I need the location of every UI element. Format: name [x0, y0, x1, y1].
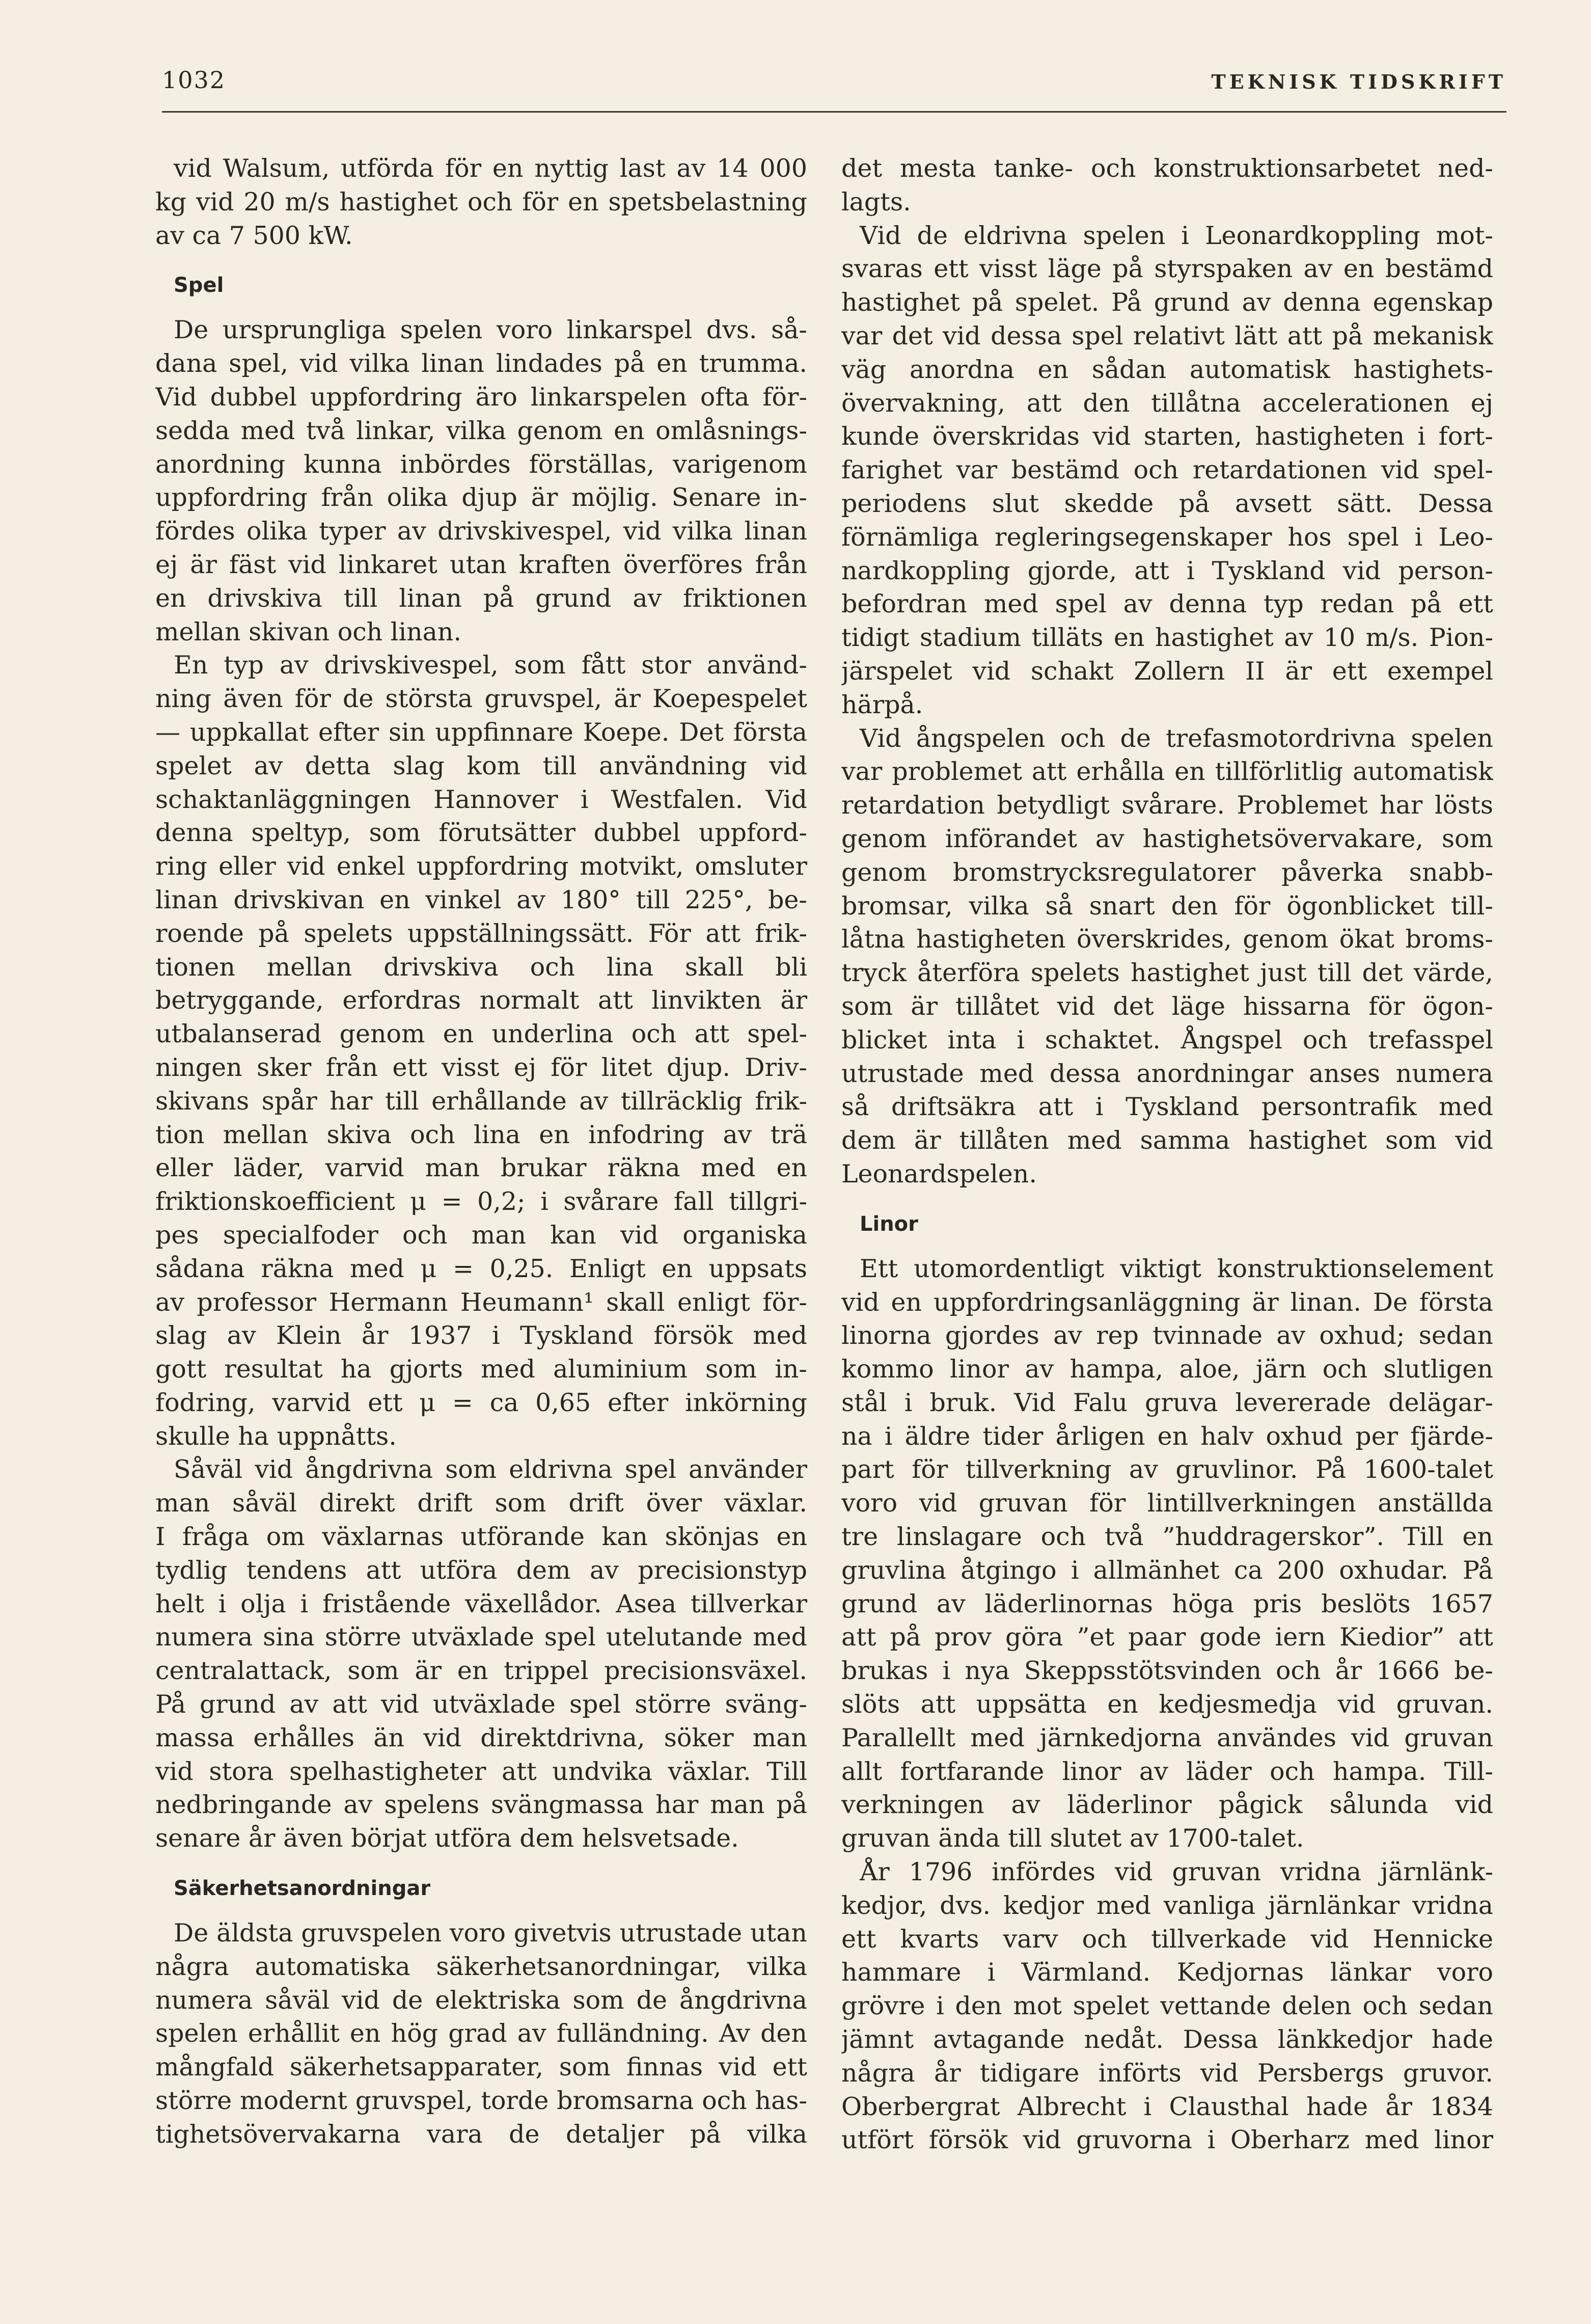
- text-line: lagts.: [841, 187, 911, 217]
- text-line: spelet av detta slag kom till användning vid: [155, 751, 807, 780]
- text-line: periodens slut skedde på avsett sätt. Dessa: [841, 489, 1493, 518]
- text-line: schaktanläggningen Hannover i Westfalen. Vid: [155, 785, 807, 814]
- text-line: genom införandet av hastighetsövervakare, som: [841, 824, 1493, 853]
- text-line: väg anordna en sådan automatisk hastighets-: [841, 355, 1493, 384]
- text-line: På grund av att vid utväxlade spel större sväng-: [155, 1690, 807, 1719]
- text-line: Vid ångspelen och de trefasmotordrivna spelen: [860, 723, 1493, 753]
- text-line: ning även för de största gruvspel, är Koepespelet: [155, 684, 807, 714]
- text-line: spelen erhållit en hög grad av fulländning. Av den: [155, 2019, 807, 2048]
- text-line: Leonardspelen.: [841, 1159, 1037, 1188]
- text-line: förnämliga regleringsegenskaper hos spel i Leo-: [841, 522, 1493, 552]
- text-line: vid stora spelhastigheter att undvika växlar. Till: [155, 1756, 807, 1786]
- text-line: tighetsövervakarna vara de detaljer på vilka: [155, 2119, 807, 2149]
- text-line: svaras ett visst läge på styrspaken av en bestämd: [841, 254, 1493, 284]
- text-line: så driftsäkra att i Tyskland persontrafik med: [841, 1092, 1493, 1122]
- text-line: sedda med två linkar, vilka genom en omlåsnings-: [155, 416, 807, 445]
- text-line: I fråga om växlarnas utförande kan skönjas en: [155, 1522, 807, 1552]
- text-line: det mesta tanke- och konstruktionsarbetet ned-: [841, 154, 1493, 183]
- text-line: utbalanserad genom en underlina och att spel-: [155, 1019, 807, 1049]
- text-line: utrustade med dessa anordningar anses numera: [841, 1059, 1493, 1088]
- text-line: senare år även börjat utföra dem helsvetsade.: [155, 1824, 739, 1853]
- text-line: större modernt gruvspel, torde bromsarna och has-: [155, 2086, 807, 2116]
- text-line: helt i olja i fristående växellådor. Asea tillverkar: [155, 1589, 807, 1618]
- text-line: denna speltyp, som förutsätter dubbel uppford-: [155, 818, 807, 848]
- text-line: utfört försök vid gruvorna i Oberharz med linor: [841, 2125, 1493, 2155]
- section-heading: Linor: [860, 1212, 918, 1236]
- text-line: järspelet vid schakt Zollern II är ett exempel: [841, 656, 1493, 686]
- text-line: massa erhålles än vid direktdrivna, söker man: [155, 1723, 807, 1752]
- text-line: grund av läderlinornas höga pris beslöts 1657: [841, 1589, 1493, 1618]
- text-line: härpå.: [841, 690, 923, 719]
- text-line: genom bromstrycksregulatorer påverka snabb-: [841, 857, 1493, 887]
- header-rule: [162, 111, 1506, 113]
- section-heading: Säkerhetsanordningar: [174, 1877, 431, 1901]
- text-line: tionen mellan drivskiva och lina skall bli: [155, 952, 807, 982]
- text-line: sådana räkna med μ = 0,25. Enligt en uppsats: [155, 1254, 807, 1283]
- text-line: mångfald säkerhetsapparater, som finnas vid ett: [155, 2052, 807, 2082]
- text-line: blicket inta i schaktet. Ångspel och trefasspel: [841, 1025, 1493, 1055]
- text-line: part för tillverkning av gruvlinor. På 1600-talet: [841, 1455, 1493, 1484]
- text-line: gruvlina åtgingo i allmänhet ca 200 oxhudar. På: [841, 1555, 1493, 1585]
- text-line: några automatiska säkerhetsanordningar, vilka: [155, 1952, 807, 1981]
- text-line: gott resultat ha gjorts med aluminium som in-: [155, 1355, 807, 1384]
- text-line: en drivskiva till linan på grund av friktionen: [155, 583, 807, 613]
- text-line: ring eller vid enkel uppfordring motvikt, omsluter: [155, 852, 807, 881]
- text-line: År 1796 infördes vid gruvan vridna järnlänk-: [860, 1857, 1493, 1887]
- text-line: betryggande, erfordras normalt att linvikten är: [155, 986, 807, 1015]
- text-line: låtna hastigheten överskrides, genom ökat broms-: [841, 925, 1493, 954]
- text-line: linorna gjordes av rep tvinnade av oxhud; sedan: [841, 1321, 1493, 1350]
- text-line: kommo linor av hampa, aloe, järn och slutligen: [841, 1355, 1493, 1384]
- text-line: uppfordring från olika djup är möjlig. Senare in-: [155, 483, 807, 512]
- text-line: skulle ha uppnåtts.: [155, 1421, 397, 1451]
- paragraph: [155, 313, 807, 648]
- text-line: bromsar, vilka så snart den för ögonblicket till-: [841, 891, 1493, 921]
- text-line: allt fortfarande linor av läder och hampa. Till-: [841, 1756, 1493, 1786]
- text-line: De ursprungliga spelen voro linkarspel dvs. så-: [174, 315, 807, 345]
- page-number: 1032: [162, 66, 226, 94]
- paragraph: [841, 152, 1493, 219]
- text-line: stål i bruk. Vid Falu gruva levererade delägar-: [841, 1388, 1493, 1417]
- text-line: nedbringande av spelens svängmassa har man på: [155, 1790, 807, 1820]
- text-line: befordran med spel av denna typ redan på ett: [841, 589, 1493, 619]
- text-line: na i äldre tider årligen en halv oxhud per fjärde-: [841, 1421, 1493, 1451]
- section-heading: Spel: [174, 274, 224, 298]
- text-line: kedjor, dvs. kedjor med vanliga järnlänkar vridna: [841, 1890, 1493, 1920]
- text-line: grövre i den mot spelet vettande delen och sedan: [841, 1991, 1493, 2021]
- text-line: tion mellan skiva och lina en infodring av trä: [155, 1120, 807, 1149]
- text-line: fodring, varvid ett μ = ca 0,65 efter inkörning: [155, 1388, 807, 1417]
- paragraph: [155, 1916, 807, 2151]
- text-line: hammare i Värmland. Kedjornas länkar voro: [841, 1958, 1493, 1987]
- text-line: — uppkallat efter sin uppfinnare Koepe. Det första: [155, 717, 807, 747]
- text-line: numera såväl vid de elektriska som de ångdrivna: [155, 1985, 807, 2015]
- text-line: gruvan ända till slutet av 1700-talet.: [841, 1824, 1304, 1853]
- text-line: verkningen av läderlinor pågick sålunda vid: [841, 1790, 1493, 1820]
- text-line: voro vid gruvan för lintillverkningen anställda: [841, 1489, 1493, 1518]
- text-line: tydlig tendens att utföra dem av precisionstyp: [155, 1555, 807, 1585]
- text-line: roende på spelets uppställningssätt. För att frik-: [155, 918, 807, 948]
- paragraph: [155, 1453, 807, 1855]
- journal-name: TEKNISK TIDSKRIFT: [1211, 70, 1506, 93]
- text-line: Vid dubbel uppfordring äro linkarspelen ofta för-: [155, 382, 807, 412]
- right-column: [841, 152, 1493, 2157]
- text-line: dana spel, vid vilka linan lindades på en trumma.: [155, 349, 807, 379]
- paragraph: [841, 1252, 1493, 1855]
- text-line: numera sina större utväxlade spel utelutande med: [155, 1623, 807, 1652]
- text-line: farighet var bestämd och retardationen vid spel-: [841, 455, 1493, 485]
- text-line: tidigt stadium tilläts en hastighet av 10 m/s. Pion-: [841, 623, 1493, 653]
- text-line: En typ av drivskivespel, som fått stor använd-: [174, 651, 807, 680]
- paragraph: [841, 219, 1493, 722]
- text-line: några år tidigare införts vid Persbergs gruvor.: [841, 2058, 1493, 2088]
- text-line: kunde överskridas vid starten, hastigheten i fort-: [841, 422, 1493, 451]
- text-line: att på prov göra ”et paar gode iern Kiedior” att: [841, 1623, 1493, 1652]
- text-line: tryck återföra spelets hastighet just till det värde,: [841, 958, 1493, 988]
- text-line: Såväl vid ångdrivna som eldrivna spel använder: [174, 1455, 807, 1484]
- text-line: ningen sker från ett visst ej för litet djup. Driv-: [155, 1052, 807, 1082]
- text-line: av ca 7 500 kW.: [155, 221, 353, 250]
- text-line: friktionskoefficient μ = 0,2; i svårare fall tillgri-: [155, 1187, 807, 1217]
- text-line: slag av Klein år 1937 i Tyskland försök med: [155, 1321, 807, 1350]
- text-line: linan drivskivan en vinkel av 180° till 225°, be-: [155, 885, 807, 914]
- text-line: retardation betydligt svårare. Problemet har lösts: [841, 791, 1493, 820]
- text-line: hastighet på spelet. På grund av denna egenskap: [841, 288, 1493, 317]
- text-line: De äldsta gruvspelen voro givetvis utrustade utan: [174, 1918, 807, 1948]
- paragraph: [155, 152, 807, 252]
- left-column: [155, 152, 807, 2151]
- text-line: ett kvarts varv och tillverkade vid Hennicke: [841, 1924, 1493, 1954]
- paragraph: [155, 648, 807, 1453]
- text-line: slöts att uppsätta en kedjesmedja vid gruvan.: [841, 1690, 1493, 1719]
- text-line: Parallellt med järnkedjorna användes vid gruvan: [841, 1723, 1493, 1752]
- text-line: pes specialfoder och man kan vid organiska: [155, 1220, 807, 1250]
- text-line: var det vid dessa spel relativt lätt att på mekanisk: [841, 321, 1493, 350]
- text-line: av professor Hermann Heumann¹ skall enligt för-: [155, 1287, 807, 1317]
- text-line: centralattack, som är en trippel precisionsväxel.: [155, 1656, 807, 1686]
- text-line: vid en uppfordringsanläggning är linan. De första: [841, 1287, 1493, 1317]
- text-line: nardkoppling gjorde, att i Tyskland vid person-: [841, 556, 1493, 585]
- paragraph: [841, 1855, 1493, 2157]
- page-header: [162, 66, 1506, 102]
- text-line: eller läder, varvid man brukar räkna med en: [155, 1153, 807, 1183]
- text-line: dem är tillåten med samma hastighet som vid: [841, 1126, 1493, 1155]
- text-line: jämnt avtagande nedåt. Dessa länkkedjor hade: [841, 2025, 1493, 2055]
- text-line: ej är fäst vid linkaret utan kraften överföres från: [155, 550, 807, 579]
- text-line: skivans spår har till erhållande av tillräcklig frik-: [155, 1086, 807, 1116]
- text-line: Ett utomordentligt viktigt konstruktionselement: [860, 1254, 1493, 1283]
- text-line: Vid de eldrivna spelen i Leonardkoppling mot-: [860, 221, 1493, 250]
- text-line: vid Walsum, utförda för en nyttig last av 14 000: [174, 154, 807, 183]
- text-line: mellan skivan och linan.: [155, 617, 462, 646]
- paragraph: [841, 722, 1493, 1191]
- text-line: brukas i nya Skeppsstötsvinden och år 1666 be-: [841, 1656, 1493, 1686]
- text-line: som är tillåtet vid det läge hissarna för ögon-: [841, 991, 1493, 1021]
- text-line: Oberbergrat Albrecht i Clausthal hade år 1834: [841, 2092, 1493, 2121]
- text-line: anordning kunna inbördes förställas, varigenom: [155, 449, 807, 479]
- text-line: kg vid 20 m/s hastighet och för en spetsbelastning: [155, 187, 807, 217]
- text-line: var problemet att erhålla en tillförlitlig automatisk: [841, 757, 1493, 787]
- text-line: man såväl direkt drift som drift över växlar.: [155, 1489, 807, 1518]
- text-line: tre linslagare och två ”huddragerskor”. Till en: [841, 1522, 1493, 1552]
- text-line: fördes olika typer av drivskivespel, vid vilka linan: [155, 517, 807, 546]
- text-line: övervakning, att den tillåtna accelerationen ej: [841, 388, 1493, 418]
